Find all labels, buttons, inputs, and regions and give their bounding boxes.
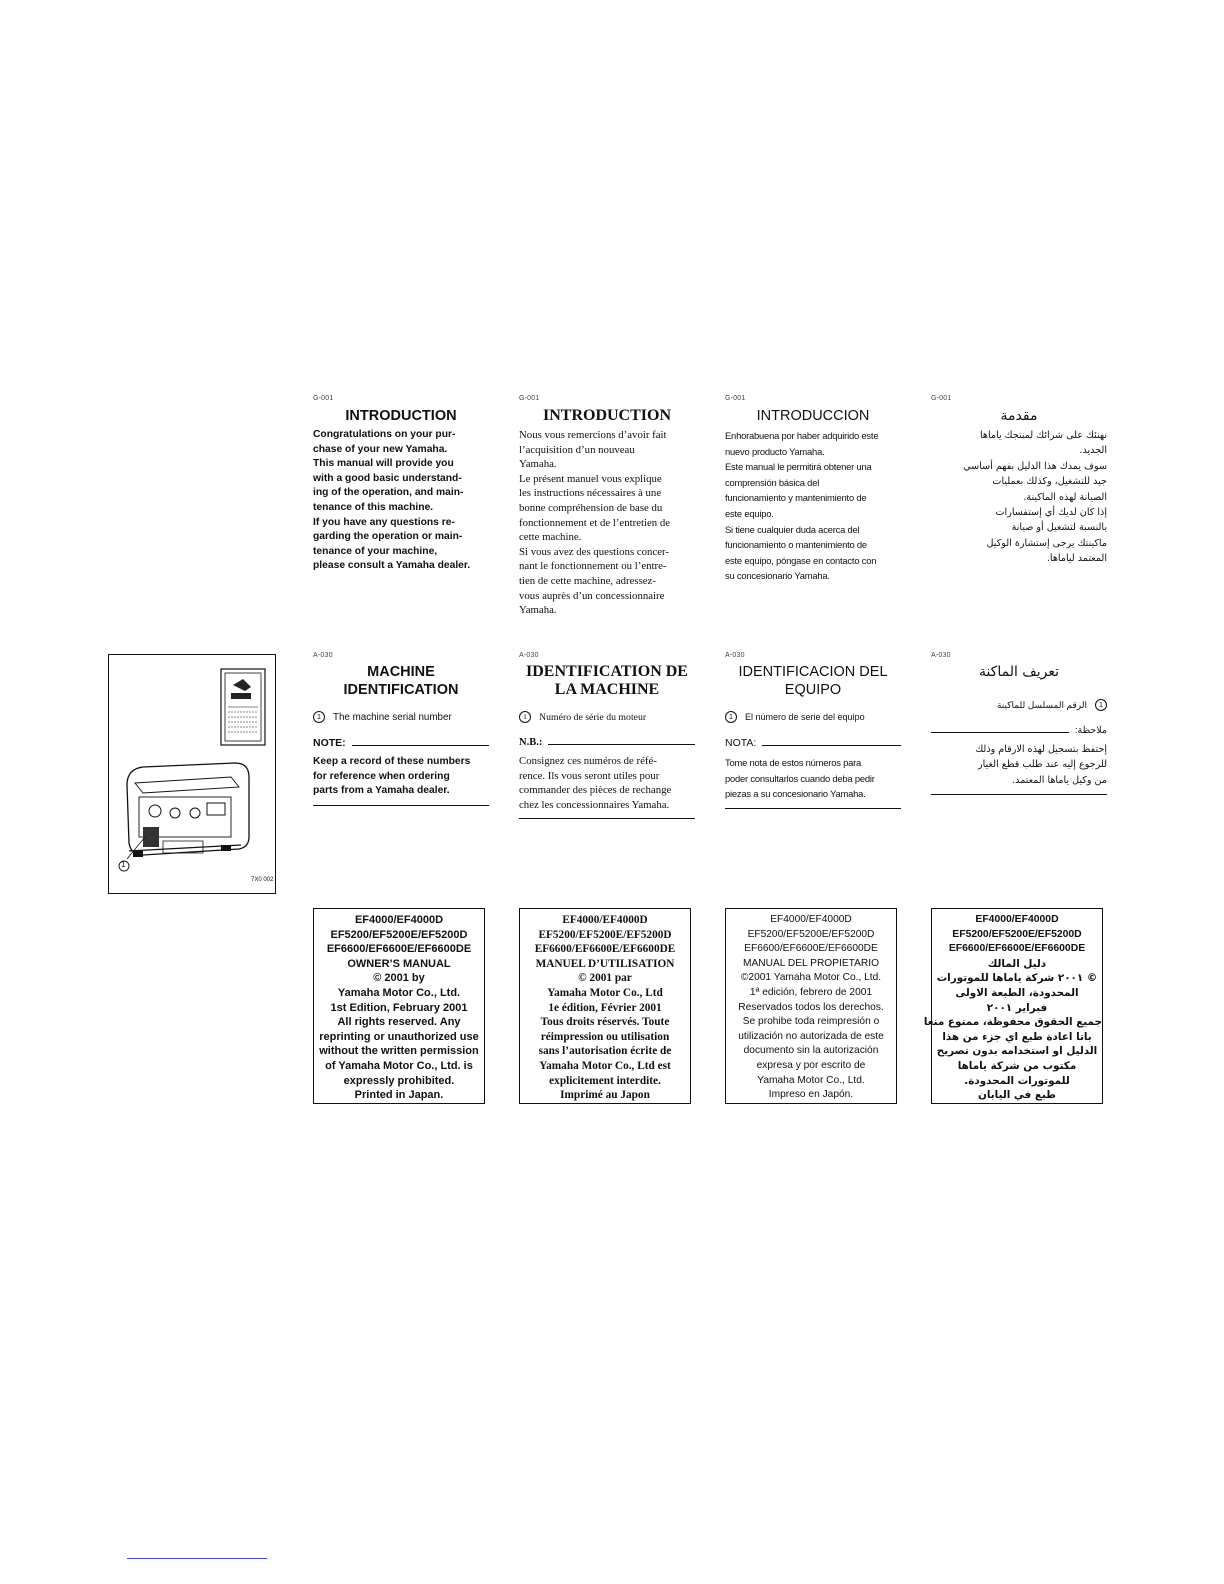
- section-title: IDENTIFICACION DEL EQUIPO: [738, 664, 888, 698]
- callout-number: 1: [121, 860, 126, 869]
- imprint-box-fr: EF4000/EF4000D EF5200/EF5200E/EF5200D EF6600/EF6600E/EF6600DE MANUEL D’UTILISATION © 2001 par Yamaha Motor Co., Ltd 1e édition, Février 2001 Tous droits réservés. Toute réimpression ou utilisation sans l’autorisation écrite de Yamaha Motor Co., Ltd est explicitement interdite. Imprimé au Japon: [519, 908, 691, 1104]
- imprint-box-en: EF4000/EF4000D EF5200/EF5200E/EF5200D EF6600/EF6600E/EF6600DE OWNER’S MANUAL © 2001 by Yamaha Motor Co., Ltd. 1st Edition, February 2001 All rights reserved. Any reprinting or unauthorized use without the written permission of Yamaha Motor Co., Ltd. is expressly prohibited. Printed in Japan.: [313, 908, 485, 1104]
- section-title: مقدمة: [1000, 408, 1038, 424]
- note-heading: NOTE:: [313, 737, 489, 749]
- serial-item: 1 الرقم المسلسل للماكينة: [931, 699, 1107, 711]
- section-body: Enhorabuena por haber adquirido este nuevo producto Yamaha. Este manual le permitirá obtener una comprensión básica del funcionamiento y mantenimiento de este equipo. Si tiene cualquier duda acerca del funcionamiento o mantenimiento de este equipo, póngase en contacto con su concesionario Yamaha.: [725, 430, 879, 582]
- intro-ar: [931, 395, 1107, 567]
- section-title: MACHINE IDENTIFICATION: [343, 664, 459, 698]
- note-heading: ملاحظة:: [931, 725, 1107, 736]
- note-end-rule: [931, 794, 1107, 795]
- section-code: G-001: [519, 395, 540, 402]
- ident-es: [725, 652, 901, 809]
- serial-item: 1 The machine serial number: [313, 711, 489, 723]
- intro-es: [725, 395, 901, 584]
- section-code: A-030: [313, 652, 333, 659]
- intro-fr: [519, 395, 695, 618]
- note-body: Keep a record of these numbers for reference when ordering parts from a Yamaha dealer.: [313, 756, 471, 797]
- footer-rule: [127, 1558, 267, 1559]
- imprint-box-es: EF4000/EF4000D EF5200/EF5200E/EF5200D EF6600/EF6600E/EF6600DE MANUAL DEL PROPIETARIO ©2001 Yamaha Motor Co., Ltd. 1ª edición, febrero de 2001 Reservados todos los derechos. Se prohibe toda reimpresión o utilización no autorizada de este documento sin la autorización expresa y por escrito de Yamaha Motor Co., Ltd. Impreso en Japón.: [725, 908, 897, 1104]
- note-body: إحتفظ بتسجيل لهذه الارقام وذلك للرجوع إليه عند طلب قطع الغيار من وكيل ياماها المعتمد.: [975, 744, 1107, 786]
- note-body: Consignez ces numéros de réfé- rence. Ils vous seront utiles pour commander des pièces de rechange chez les concessionnaires Yamaha.: [519, 755, 672, 811]
- section-title: IDENTIFICATION DE LA MACHINE: [526, 663, 688, 698]
- ident-fr: [519, 652, 695, 819]
- section-body: نهنئك على شرائك لمنتجك ياماها الجديد. سوف يمدك هذا الدليل بفهم أساسي جيد للتشغيل، وكذلك بعمليات الصيانة لهذه الماكينة. إذا كان لديك أي إستفسارات بالنسبة لتشغيل أو صيانة ماكينتك يرجى إستشارة الوكيل المعتمد لياماها.: [963, 430, 1107, 565]
- section-title: INTRODUCTION: [345, 408, 457, 424]
- ident-ar: [931, 652, 1107, 795]
- section-body: Congratulations on your pur- chase of your new Yamaha. This manual will provide you with a good basic understand- ing of the operation, and main- tenance of this machine. If you have any questions re- garding the operation or main- tenance of your machine, please consult a Yamaha dealer.: [313, 429, 471, 572]
- note-end-rule: [725, 808, 901, 809]
- section-code: A-030: [725, 652, 745, 659]
- section-title: INTRODUCTION: [542, 407, 671, 424]
- section-body: Nous vous remercions d’avoir fait l’acquisition d’un nouveau Yamaha. Le présent manuel vous explique les instructions nécessaires à une bonne compréhension de base du fonctionnement et de l’entretien de cette machine. Si vous avez des questions concer- nant le fonctionnement ou l’entre- tien de cette machine, adressez- vous auprès d’un concessionnaire Yamaha.: [519, 429, 671, 617]
- note-heading: NOTA:: [725, 737, 901, 749]
- section-code: G-001: [313, 395, 334, 402]
- note-end-rule: [519, 818, 695, 819]
- section-code: G-001: [725, 395, 746, 402]
- section-title: INTRODUCCION: [756, 408, 870, 424]
- note-body: Tome nota de estos números para poder consultarlos cuando deba pedir piezas a su concesionario Yamaha.: [725, 757, 875, 800]
- section-code: A-030: [519, 652, 539, 659]
- imprint-box-ar: EF4000/EF4000D EF5200/EF5200E/EF5200D EF6600/EF6600E/EF6600DE دليل المالك © ٢٠٠١ شركة ياماها للموتورات المحدودة، الطبعة الاولى فبراير ٢٠٠١ جميع الحقوق محفوظة، ممنوع منعا باتا اعادة طبع اي جزء من هذا الدليل او استخدامه بدون تصريح مكتوب من شركة ياماها للموتورات المحدودة. طبع في اليابان: [931, 908, 1103, 1104]
- generator-illustration: [108, 654, 276, 894]
- figure-code: 7X0 002: [251, 877, 274, 883]
- serial-item: 1 El número de serie del equipo: [725, 711, 901, 723]
- section-code: G-001: [931, 395, 952, 402]
- note-end-rule: [313, 805, 489, 806]
- serial-item: 1 Numéro de série du moteur: [519, 711, 695, 723]
- note-heading: N.B.:: [519, 737, 695, 748]
- intro-en: [313, 395, 489, 574]
- ident-en: [313, 652, 489, 806]
- section-code: A-030: [931, 652, 951, 659]
- section-title: تعريف الماكنة: [978, 664, 1060, 680]
- generator-drawing: [109, 655, 275, 893]
